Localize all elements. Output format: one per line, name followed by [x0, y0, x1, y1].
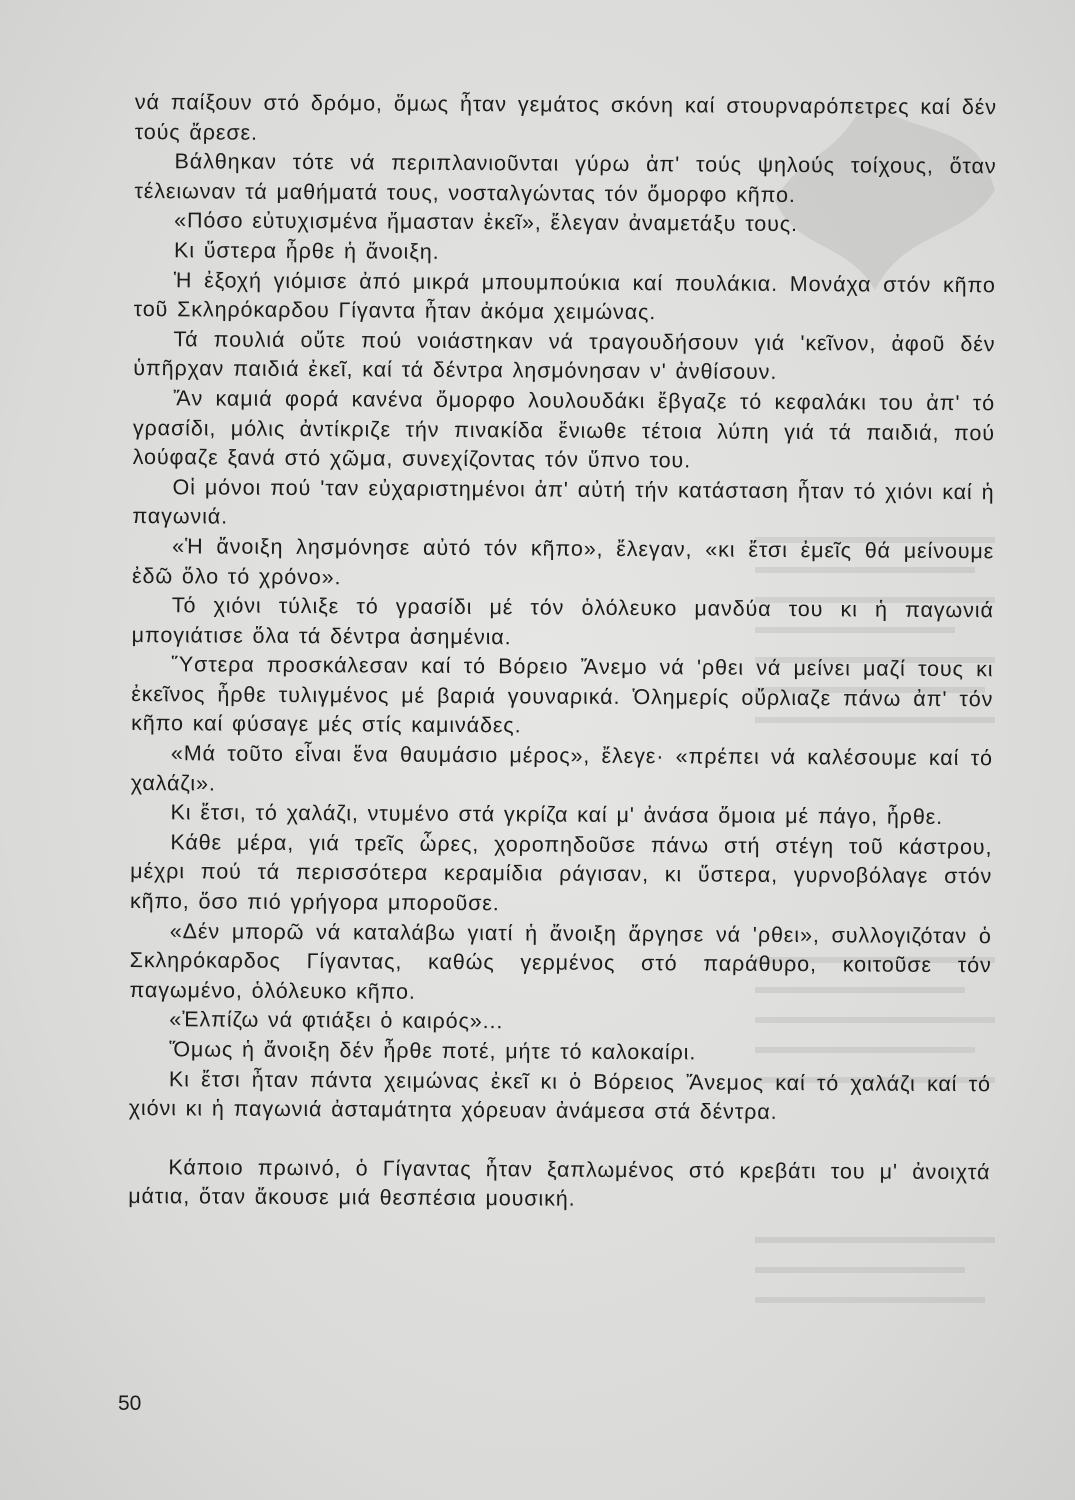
paragraph: Κάποιο πρωινό, ὁ Γίγαντας ἦταν ξαπλωμένος στό κρεβάτι του μ' ἀνοιχτά μάτια, ὅταν ἄκουσε μιά θεσπέσια μουσική. — [128, 1155, 991, 1212]
paragraph: Βάλθηκαν τότε νά περιπλανιοῦνται γύρω ἀπ' τούς ψηλούς τοίχους, ὅταν τέλειωναν τά μαθήματά τους, νοσταλγώντας τόν ὄμορφο κῆπο. — [134, 149, 997, 207]
paragraph: «Ἡ ἄνοιξη λησμόνησε αὐτό τόν κῆπο», ἔλεγαν, «κι ἔτσι ἐμεῖς θά μείνουμε ἐδῶ ὅλο τό χρόνο». — [131, 534, 995, 589]
paragraph: «Δέν μπορῶ νά καταλάβω γιατί ἡ ἄνοιξη ἄργησε νά 'ρθει», συλλογιζόταν ὁ Σκληρόκαρδος Γίγαντας, καθώς γερμένος στό παράθυρο, κοιτοῦσε τόν παγωμένο, ὁλόλευκο κῆπο. — [129, 918, 992, 1004]
paragraph: Ἡ ἐξοχή γιόμισε ἀπό μικρά μπουμπούκια καί πουλάκια. Μονάχα στόν κῆπο τοῦ Σκληρόκαρδου Γίγαντα ἦταν ἀκόμα χειμώνας. — [133, 267, 996, 325]
body-text — [128, 88, 997, 1217]
paragraph: Ὅμως ἡ ἄνοιξη δέν ἦρθε ποτέ, μήτε τό καλοκαίρι. — [169, 1037, 697, 1065]
paragraph: Ἄν καμιά φορά κανένα ὄμορφο λουλουδάκι ἔβγαζε τό κεφαλάκι του ἀπ' τό γρασίδι, μόλις ἀντίκριζε τήν πινακίδα ἔνιωθε τέτοια λύπη γιά τά παιδιά, πού λούφαζε ξανά στό χῶμα, συνεχίζοντας τόν ὕπνο του. — [132, 386, 996, 473]
paragraph: Κι ὕστερα ἦρθε ἡ ἄνοιξη. — [173, 238, 440, 264]
paragraph: «Πόσο εὐτυχισμένα ἤμασταν ἐκεῖ», ἔλεγαν ἀναμετάξυ τους. — [174, 208, 799, 237]
page-number: 50 — [118, 1392, 142, 1415]
paragraph: «Ἐλπίζω νά φτιάξει ὁ καιρός»... — [169, 1007, 504, 1034]
paragraph: «Μά τοῦτο εἶναι ἕνα θαυμάσιο μέρος», ἔλεγε· «πρέπει νά καλέσουμε καί τό χαλάζι». — [130, 741, 993, 796]
paragraph: Οἱ μόνοι πού 'ταν εὐχαριστημένοι ἀπ' αὐτή τήν κατάσταση ἦταν τό χιόνι καί ἡ παγωνιά. — [132, 474, 995, 529]
paragraph: Κι ἔτσι, τό χαλάζι, ντυμένο στά γκρίζα καί μ' ἀνάσα ὅμοια μέ πάγο, ἦρθε. — [170, 800, 944, 830]
paragraph: Κάθε μέρα, γιά τρεῖς ὧρες, χοροπηδοῦσε πάνω στή στέγη τοῦ κάστρου, μέχρι πού τά περισσότερα κεραμίδια ράγισαν, κι ὕστερα, γυρνοβόλαγε στόν κῆπο, ὅσο πιό γρήγορα μποροῦσε. — [129, 830, 993, 916]
paragraph: Τό χιόνι τύλιξε τό γρασίδι μέ τόν ὁλόλευκο μανδύα του κι ἡ παγωνιά μπογιάτισε ὅλα τά δέντρα ἀσημένια. — [131, 593, 994, 649]
paragraph: Κι ἔτσι ἦταν πάντα χειμώνας ἐκεῖ κι ὁ Βόρειος Ἄνεμος καί τό χαλάζι καί τό χιόνι κι ἡ παγωνιά ἀσταμάτητα χόρευαν ἀνάμεσα στά δέντρα. — [128, 1066, 992, 1125]
paragraph: Τά πουλιά οὔτε πού νοιάστηκαν νά τραγουδήσουν γιά 'κεῖνον, ἀφοῦ δέν ὑπῆρχαν παιδιά ἐκεῖ, καί τά δέντρα λησμόνησαν ν' ἀνθίσουν. — [133, 326, 996, 385]
paragraph: Ὕστερα προσκάλεσαν καί τό Βόρειο Ἄνεμο νά 'ρθει νά μείνει μαζί τους κι ἐκεῖνος ἦρθε τυλιγμένος μέ βαριά γουναρικά. Ὁλημερίς οὔρλιαζε πάνω ἀπ' τόν κῆπο καί φύσαγε μές στίς καμινάδες. — [131, 652, 994, 738]
paragraph: νά παίξουν στό δρόμο, ὅμως ἦταν γεμάτος σκόνη καί στουρναρόπετρες καί δέν τούς ἄρεσε. — [134, 89, 997, 145]
